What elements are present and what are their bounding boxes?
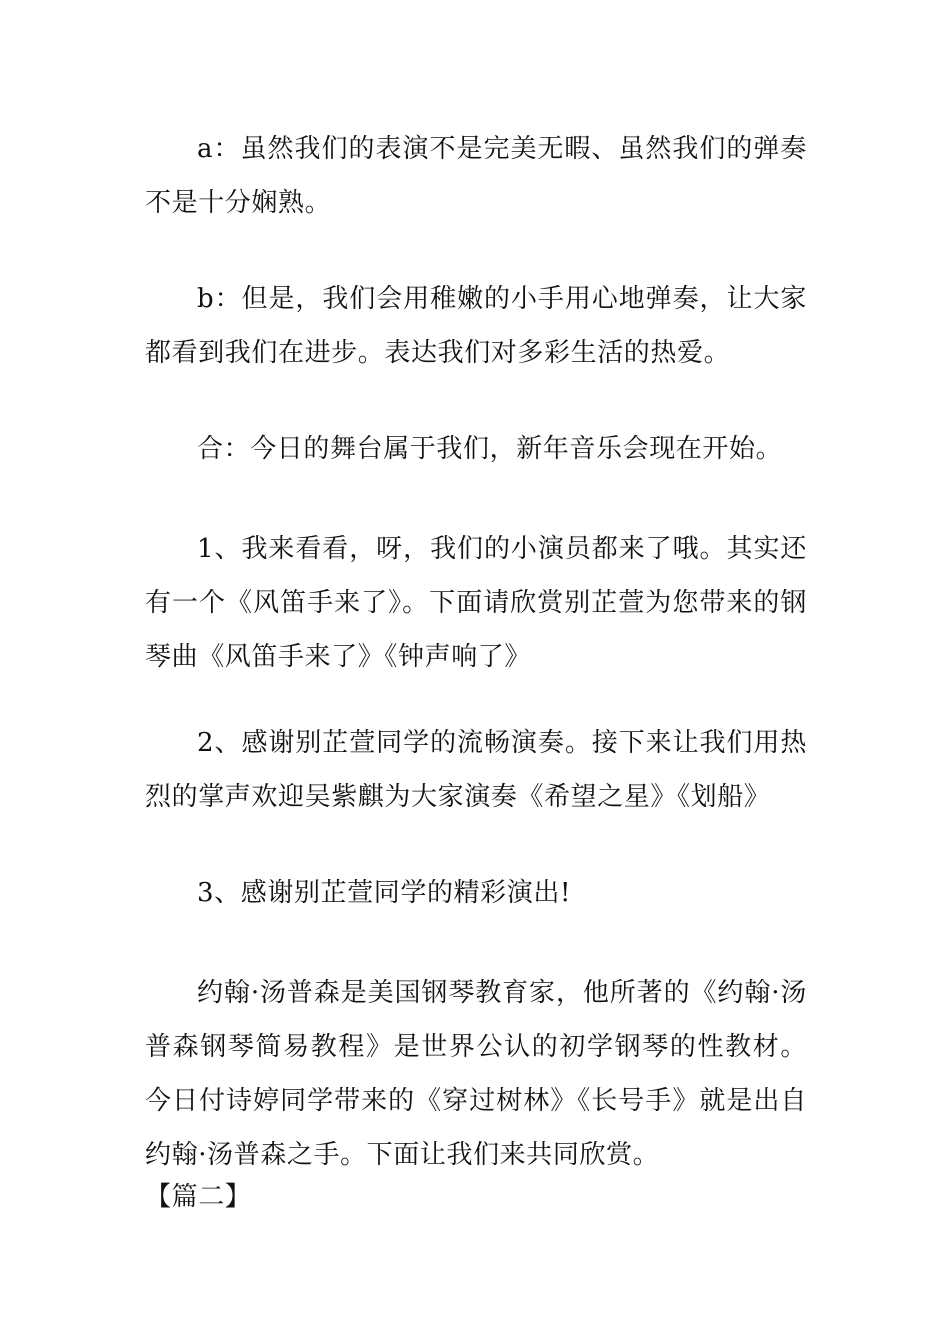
paragraph-host-intro-b: b：但是，我们会用稚嫩的小手用心地弹奏，让大家都看到我们在进步。表达我们对多彩生活的热爱。 (145, 284, 807, 368)
paragraph-opening-together: 合：今日的舞台属于我们，新年音乐会现在开始。 (197, 434, 783, 464)
paragraph-item-1: 1、我来看看，呀，我们的小演员都来了哦。其实还有一个《风笛手来了》。下面请欣赏别芷萱为您带来的钢琴曲《风笛手来了》《钟声响了》 (145, 534, 807, 672)
section-heading: 【篇二】 (145, 1182, 252, 1212)
paragraph-item-3: 3、感谢别芷萱同学的精彩演出! (197, 878, 571, 908)
paragraph-item-2: 2、感谢别芷萱同学的流畅演奏。接下来让我们用热烈的掌声欢迎吴紫麒为大家演奏《希望之星》《划船》 (145, 728, 807, 812)
paragraph-host-intro-a: a：虽然我们的表演不是完美无暇、虽然我们的弹奏不是十分娴熟。 (145, 134, 807, 218)
paragraph-thompson-intro: 约翰·汤普森是美国钢琴教育家，他所著的《约翰·汤普森钢琴简易教程》是世界公认的初学钢琴的性教材。今日付诗婷同学带来的《穿过树林》《长号手》就是出自约翰·汤普森之手。下面让我们来共同欣赏。 (145, 978, 807, 1170)
